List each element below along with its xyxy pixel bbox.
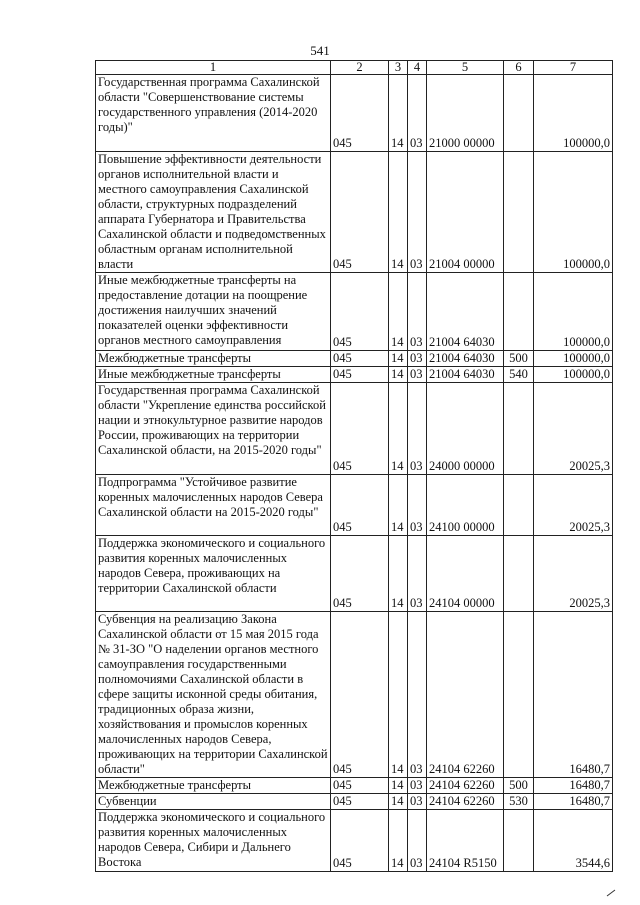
row-section: 14: [389, 794, 408, 810]
row-subsection: 03: [408, 810, 427, 872]
row-expense-type: [504, 383, 534, 475]
row-amount: 100000,0: [534, 152, 613, 273]
table-row: [96, 367, 613, 383]
row-section: 14: [389, 75, 408, 152]
table-row: [96, 351, 613, 367]
row-expense-type: 530: [504, 794, 534, 810]
row-expense-type: 540: [504, 367, 534, 383]
row-section: 14: [389, 367, 408, 383]
row-target-article: 24104 62260: [427, 794, 504, 810]
row-section: 14: [389, 778, 408, 794]
row-code: 045: [331, 536, 389, 612]
column-header: 2: [331, 61, 389, 75]
row-subsection: 03: [408, 367, 427, 383]
row-name: Подпрограмма "Устойчивое развитие коренных малочисленных народов Севера Сахалинской области на 2015-2020 годы": [96, 475, 331, 536]
row-code: 045: [331, 367, 389, 383]
row-subsection: 03: [408, 778, 427, 794]
row-expense-type: [504, 612, 534, 778]
row-name: Поддержка экономического и социального развития коренных малочисленных народов Севера, Сибири и Дальнего Востока: [96, 810, 331, 872]
row-code: 045: [331, 273, 389, 351]
table-row: [96, 75, 613, 152]
row-code: 045: [331, 351, 389, 367]
row-name: Иные межбюджетные трансферты на предоставление дотации на поощрение достижения наилучших значений показателей оценки эффективности органов местного самоуправления: [96, 273, 331, 351]
row-amount: 20025,3: [534, 383, 613, 475]
row-amount: 20025,3: [534, 536, 613, 612]
row-target-article: 21004 00000: [427, 152, 504, 273]
column-header: 3: [389, 61, 408, 75]
table-row: [96, 273, 613, 351]
row-subsection: 03: [408, 383, 427, 475]
row-name: Субвенция на реализацию Закона Сахалинской области от 15 мая 2015 года № 31-ЗО "О наделении органов местного самоуправления государственными полномочиями Сахалинской области в сфере защиты исконной среды обитания, традиционных образа жизни, хозяйствования и промыслов коренных малочисленных народов Севера, проживающих на территории Сахалинской области": [96, 612, 331, 778]
row-name: Поддержка экономического и социального развития коренных малочисленных народов Севера, проживающих на территории Сахалинской области: [96, 536, 331, 612]
row-section: 14: [389, 383, 408, 475]
row-expense-type: [504, 475, 534, 536]
row-expense-type: 500: [504, 778, 534, 794]
table-row: [96, 152, 613, 273]
row-amount: 16480,7: [534, 612, 613, 778]
column-header: 6: [504, 61, 534, 75]
row-subsection: 03: [408, 536, 427, 612]
row-expense-type: [504, 75, 534, 152]
row-target-article: 24000 00000: [427, 383, 504, 475]
row-subsection: 03: [408, 273, 427, 351]
row-target-article: 21004 64030: [427, 351, 504, 367]
row-name: Межбюджетные трансферты: [96, 351, 331, 367]
row-subsection: 03: [408, 351, 427, 367]
row-target-article: 24100 00000: [427, 475, 504, 536]
row-amount: 100000,0: [534, 351, 613, 367]
row-code: 045: [331, 75, 389, 152]
row-name: Государственная программа Сахалинской области "Укрепление единства российской нации и этнокультурное развитие народов России, проживающих на территории Сахалинской области, на 2015-2020 годы": [96, 383, 331, 475]
row-subsection: 03: [408, 794, 427, 810]
row-amount: 16480,7: [534, 778, 613, 794]
row-amount: 100000,0: [534, 75, 613, 152]
row-expense-type: [504, 273, 534, 351]
row-expense-type: [504, 152, 534, 273]
row-target-article: 21000 00000: [427, 75, 504, 152]
row-section: 14: [389, 536, 408, 612]
row-expense-type: [504, 536, 534, 612]
column-header: 7: [534, 61, 613, 75]
row-subsection: 03: [408, 152, 427, 273]
row-expense-type: [504, 810, 534, 872]
row-amount: 100000,0: [534, 367, 613, 383]
row-code: 045: [331, 612, 389, 778]
row-target-article: 24104 62260: [427, 612, 504, 778]
row-section: 14: [389, 475, 408, 536]
row-target-article: 24104 R5150: [427, 810, 504, 872]
table-row: [96, 536, 613, 612]
row-section: 14: [389, 612, 408, 778]
row-amount: 100000,0: [534, 273, 613, 351]
row-subsection: 03: [408, 475, 427, 536]
row-section: 14: [389, 273, 408, 351]
row-code: 045: [331, 152, 389, 273]
row-expense-type: 500: [504, 351, 534, 367]
row-subsection: 03: [408, 75, 427, 152]
pen-mark: [606, 888, 616, 900]
row-subsection: 03: [408, 612, 427, 778]
table-row: [96, 778, 613, 794]
row-amount: 16480,7: [534, 794, 613, 810]
row-section: 14: [389, 152, 408, 273]
table-row: [96, 612, 613, 778]
row-code: 045: [331, 383, 389, 475]
row-name: Государственная программа Сахалинской области "Совершенствование системы государственного управления (2014-2020 годы)": [96, 75, 331, 152]
row-section: 14: [389, 810, 408, 872]
row-name: Межбюджетные трансферты: [96, 778, 331, 794]
row-target-article: 21004 64030: [427, 367, 504, 383]
table-row: [96, 475, 613, 536]
row-code: 045: [331, 778, 389, 794]
column-header: 5: [427, 61, 504, 75]
row-name: Иные межбюджетные трансферты: [96, 367, 331, 383]
page-number: 541: [310, 43, 330, 58]
table-header-row: [96, 61, 613, 75]
row-code: 045: [331, 794, 389, 810]
row-amount: 20025,3: [534, 475, 613, 536]
column-header: 4: [408, 61, 427, 75]
row-amount: 3544,6: [534, 810, 613, 872]
row-target-article: 24104 62260: [427, 778, 504, 794]
column-header: 1: [96, 61, 331, 75]
table-row: [96, 794, 613, 810]
row-target-article: 24104 00000: [427, 536, 504, 612]
row-name: Субвенции: [96, 794, 331, 810]
row-code: 045: [331, 475, 389, 536]
row-name: Повышение эффективности деятельности органов исполнительной власти и местного самоуправления Сахалинской области, структурных подразделений аппарата Губернатора и Правительства Сахалинской области и подведомственных областным органам исполнительной власти: [96, 152, 331, 273]
row-target-article: 21004 64030: [427, 273, 504, 351]
row-code: 045: [331, 810, 389, 872]
budget-table: [95, 60, 613, 872]
table-row: [96, 383, 613, 475]
row-section: 14: [389, 351, 408, 367]
table-row: [96, 810, 613, 872]
